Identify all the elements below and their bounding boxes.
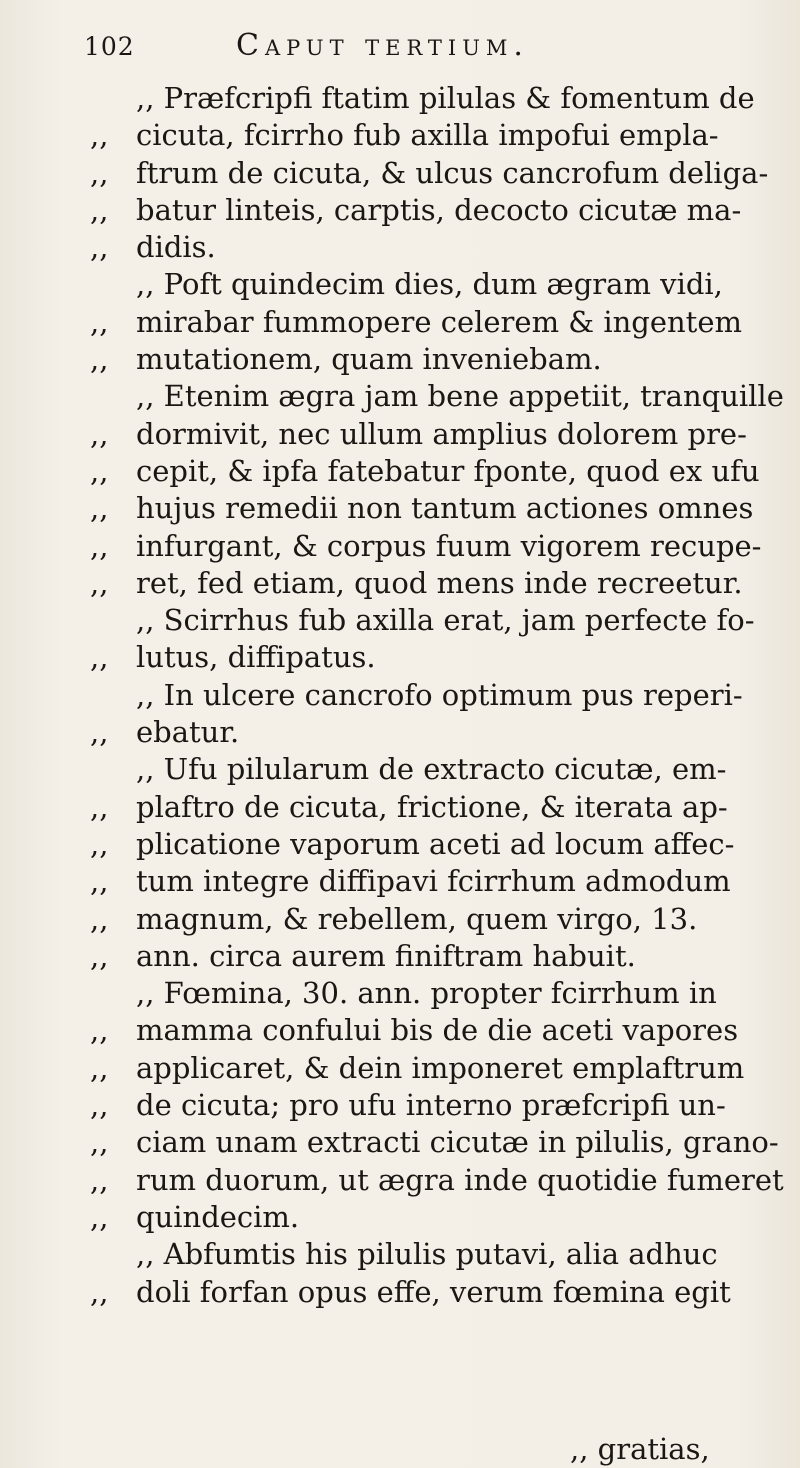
quote-mark: ,,: [90, 1088, 109, 1123]
quote-mark: ,,: [90, 416, 109, 451]
line-text: ftrum de cicuta, & ulcus cancrofum deliga-: [136, 155, 769, 190]
text-line: [90, 266, 790, 303]
line-text: ,, Etenim ægra jam bene appetiit, tranquille: [136, 379, 784, 414]
quote-mark: ,,: [90, 938, 109, 973]
quote-mark: ,,: [90, 1050, 109, 1085]
quote-mark: ,,: [90, 1274, 109, 1309]
line-text: quindecim.: [136, 1199, 300, 1234]
line-text: mamma confului bis de die aceti vapores: [136, 1013, 739, 1048]
text-line: [90, 1162, 790, 1199]
quote-mark: ,,: [90, 155, 109, 190]
text-line: [90, 938, 790, 975]
line-text: cepit, & ipfa fatebatur fponte, quod ex ufu: [136, 453, 760, 488]
quote-mark: ,,: [90, 715, 109, 750]
quote-mark: ,,: [90, 864, 109, 899]
text-line: [90, 1012, 790, 1049]
quote-mark: ,,: [90, 1013, 109, 1048]
line-text: ,, Præfcripfi ftatim pilulas & fomentum de: [136, 81, 755, 115]
quote-mark: ,,: [90, 1125, 109, 1160]
line-text: didis.: [136, 230, 216, 265]
text-line: [90, 677, 790, 714]
quote-mark: ,,: [90, 118, 109, 153]
text-line: [90, 789, 790, 826]
body-text: [90, 80, 790, 1311]
line-text: ,, Poft quindecim dies, dum ægram vidi,: [136, 267, 723, 302]
quote-mark: ,,: [90, 1199, 109, 1234]
line-text: ,, Scirrhus fub axilla erat, jam perfecte fo-: [136, 603, 755, 638]
quote-mark: ,,: [90, 230, 109, 265]
text-line: [90, 453, 790, 490]
line-text: lutus, diffipatus.: [136, 640, 376, 675]
text-line: [90, 416, 790, 453]
line-text: de cicuta; pro ufu interno præfcripfi un-: [136, 1088, 726, 1123]
text-line: [90, 528, 790, 565]
line-text: ,, In ulcere cancrofo optimum pus reperi-: [136, 677, 743, 712]
line-text: plicatione vaporum aceti ad locum affec-: [136, 826, 735, 861]
text-line: [90, 378, 790, 415]
text-line: [90, 192, 790, 229]
line-text: ,, Abfumtis his pilulis putavi, alia adhuc: [136, 1237, 718, 1272]
line-text: applicaret, & dein imponeret emplaftrum: [136, 1050, 745, 1085]
line-text: mirabar fummopere celerem & ingentem: [136, 304, 742, 339]
quote-mark: ,,: [90, 491, 109, 526]
text-line: [90, 1124, 790, 1161]
text-line: [90, 714, 790, 751]
text-line: [90, 155, 790, 192]
quote-mark: ,,: [90, 1162, 109, 1197]
text-line: [90, 639, 790, 676]
quote-mark: ,,: [90, 789, 109, 824]
text-line: [90, 117, 790, 154]
line-text: ebatur.: [136, 715, 240, 750]
quote-mark: ,,: [90, 640, 109, 675]
page-number: 102: [84, 32, 135, 61]
text-line: [90, 490, 790, 527]
quote-mark: ,,: [90, 453, 109, 488]
quote-mark: ,,: [90, 901, 109, 936]
quote-mark: ,,: [90, 528, 109, 563]
line-text: ann. circa aurem finiftram habuit.: [136, 938, 636, 973]
line-text: mutationem, quam inveniebam.: [136, 342, 602, 377]
text-line: [90, 1236, 790, 1273]
quote-mark: ,,: [90, 304, 109, 339]
line-text: ,, Ufu pilularum de extracto cicutæ, em-: [136, 752, 727, 787]
text-line: [90, 602, 790, 639]
text-line: [90, 975, 790, 1012]
line-text: hujus remedii non tantum actiones omnes: [136, 491, 754, 526]
text-line: [90, 1274, 790, 1311]
line-text: cicuta, fcirrho fub axilla impofui empla-: [136, 118, 719, 153]
line-text: doli forfan opus effe, verum fœmina egit: [136, 1274, 731, 1309]
line-text: magnum, & rebellem, quem virgo, 13.: [136, 901, 698, 936]
line-text: rum duorum, ut ægra inde quotidie fumeret: [136, 1162, 784, 1197]
line-text: infurgant, & corpus fuum vigorem recupe-: [136, 528, 762, 563]
line-text: plaftro de cicuta, frictione, & iterata ap-: [136, 789, 728, 824]
line-text: ciam unam extracti cicutæ in pilulis, grano-: [136, 1125, 779, 1160]
text-line: [90, 1087, 790, 1124]
text-line: [90, 901, 790, 938]
line-text: ret, fed etiam, quod mens inde recreetur.: [136, 565, 743, 600]
text-line: [90, 826, 790, 863]
text-line: [90, 863, 790, 900]
text-line: [90, 341, 790, 378]
text-line: [90, 1050, 790, 1087]
text-line: [90, 751, 790, 788]
text-line: [90, 229, 790, 266]
line-text: dormivit, nec ullum amplius dolorem pre-: [136, 416, 747, 451]
text-line: [90, 565, 790, 602]
text-line: [90, 80, 790, 117]
running-head: Caput tertium.: [236, 28, 529, 63]
text-line: [90, 304, 790, 341]
text-line: [90, 1199, 790, 1236]
line-text: ,, Fœmina, 30. ann. propter fcirrhum in: [136, 976, 717, 1011]
quote-mark: ,,: [90, 342, 109, 377]
quote-mark: ,,: [90, 192, 109, 227]
quote-mark: ,,: [90, 826, 109, 861]
line-text: tum integre diffipavi fcirrhum admodum: [136, 864, 731, 899]
quote-mark: ,,: [90, 565, 109, 600]
catchword: ,, gratias,: [570, 1432, 710, 1466]
line-text: batur linteis, carptis, decocto cicutæ ma-: [136, 192, 742, 227]
page-header: [84, 26, 734, 66]
